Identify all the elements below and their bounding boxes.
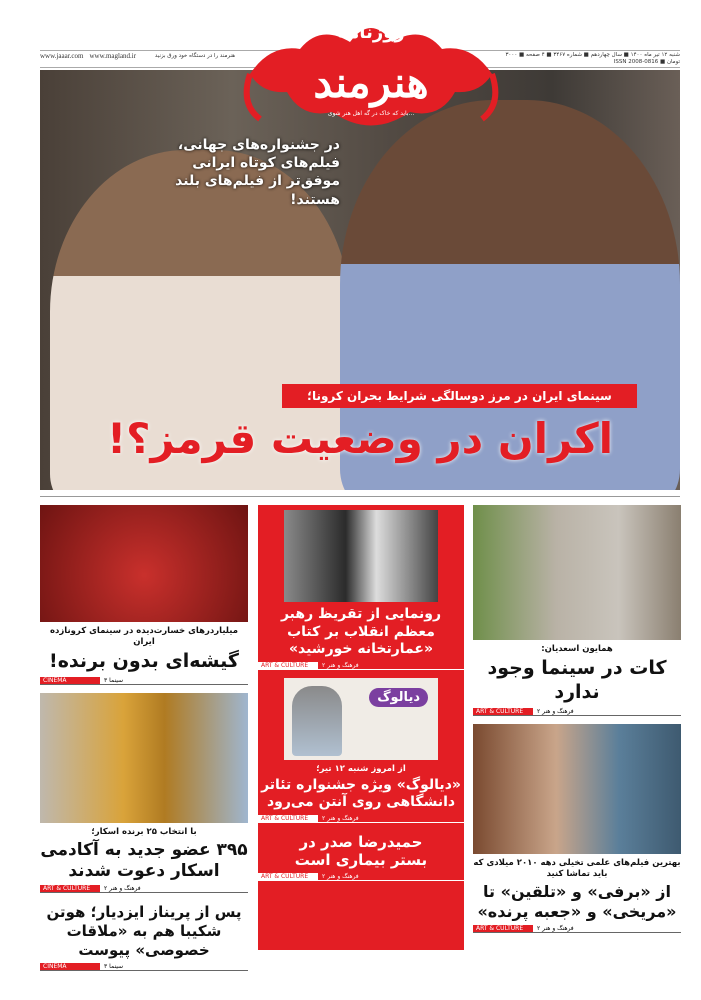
section-label-fa: سینما ۳: [104, 676, 124, 684]
section-label-en: CINEMA: [40, 677, 100, 684]
date-line: شنبه ۱۲ تیر ماه ۱۴۰۰ ■ سال چهاردهم ■ شماره ۳۴۶۷ ■ ۴ صفحه ■ ۳۰۰۰ تومان ■ ISSN 2008-0816: [505, 52, 680, 65]
section-label-fa: فرهنگ و هنر ۲: [322, 661, 359, 669]
section-label-fa: فرهنگ و هنر ۲: [537, 924, 574, 932]
lead-teaser[interactable]: در جشنواره‌های جهانی، فیلم‌های کوتاه ایرانی موفق‌تر از فیلم‌های بلند هستند!: [175, 137, 340, 208]
section-label-en: ART & CULTURE: [473, 925, 533, 932]
section-label: [473, 925, 681, 933]
section-label-fa: فرهنگ و هنر ۲: [537, 707, 574, 715]
story-photo: [473, 505, 681, 640]
section-label: [258, 662, 464, 670]
section-label: [40, 677, 248, 685]
story-photo: [40, 693, 248, 823]
story-kicker: با انتخاب ۲۵ برنده اسکار؛: [91, 826, 197, 837]
story-photo: [40, 505, 248, 622]
story-kicker: از امروز شنبه ۱۲ تیر؛: [316, 763, 406, 774]
story-kicker: همایون اسعدیان:: [541, 644, 613, 654]
story-kicker: بهترین فیلم‌های علمی تخیلی دهه ۲۰۱۰ میلادی که باید تماشا کنید: [473, 857, 681, 879]
story-headline[interactable]: «دیالوگ» ویژه جشنواره تئاتر دانشگاهی روی آنتن می‌رود: [261, 776, 461, 810]
section-label-en: CINEMA: [40, 963, 100, 970]
section-label-fa: فرهنگ و هنر ۲: [104, 885, 141, 893]
section-label: [40, 963, 248, 971]
lead-headline[interactable]: اکران در وضعیت قرمز؟!: [106, 414, 614, 463]
notice: هنرمند را در دستگاه خود ورق بزنید: [154, 52, 235, 59]
middle-column: [258, 505, 464, 950]
divider: [40, 496, 680, 497]
section-label: [258, 815, 464, 823]
section-label: [258, 873, 464, 881]
story-headline[interactable]: کات در سینما وجود ندارد: [487, 657, 667, 703]
story-headline[interactable]: رونمایی از تقریظ رهبر معظم انقلاب بر کتاب «عمارتخانه خورشید»: [280, 606, 442, 657]
logo-title: هنرمند: [313, 58, 429, 107]
story-headline[interactable]: ۳۹۵ عضو جدید به آکادمی اسکار دعوت شدند: [40, 839, 248, 881]
right-column: [473, 505, 681, 950]
section-label-en: ART & CULTURE: [258, 873, 318, 880]
logo-tagline: ...باید که خاک در گه اهل هنر شوی: [327, 110, 415, 117]
story-kicker: میلیاردرهای خسارت‌دیده در سینمای کرونازده ایران: [49, 626, 238, 647]
section-label-fa: فرهنگ و هنر ۲: [322, 814, 359, 822]
story-photo: [284, 678, 438, 760]
story-photo: [473, 724, 681, 854]
story-headline[interactable]: پس از پریناز ایزدیار؛ هوتن شکیبا هم به «ملاقات خصوصی» پیوست: [46, 903, 242, 959]
section-label-en: ART & CULTURE: [258, 815, 318, 822]
newspaper-logo: [240, 14, 502, 132]
section-label-en: ART & CULTURE: [473, 708, 533, 715]
section-label-fa: سینما ۳: [104, 962, 124, 970]
section-label-fa: فرهنگ و هنر ۲: [322, 873, 359, 880]
site-link[interactable]: www.jaaar.com: [40, 52, 84, 60]
site-link[interactable]: www.magland.ir: [89, 52, 137, 60]
story-photo: [284, 510, 438, 602]
story-headline[interactable]: از «برفی» و «تلقین» تا «مریخی» و «جعبه پرنده»: [477, 881, 677, 921]
story-headline[interactable]: حمیدرضا صدر در بستر بیماری است: [294, 832, 428, 870]
section-label: [473, 708, 681, 716]
masthead-links: [40, 52, 235, 60]
left-column: [40, 505, 248, 970]
logo-pretitle: روزنامه: [337, 22, 405, 43]
section-label-en: ART & CULTURE: [258, 662, 318, 669]
section-label: [40, 885, 248, 893]
story-headline[interactable]: گیشه‌ای بدون برنده!: [49, 650, 239, 672]
section-label-en: ART & CULTURE: [40, 885, 100, 892]
dialog-logo: دیالوگ: [369, 688, 428, 707]
lead-kicker: سینمای ایران در مرز دوسالگی شرایط بحران کرونا؛: [282, 384, 637, 408]
